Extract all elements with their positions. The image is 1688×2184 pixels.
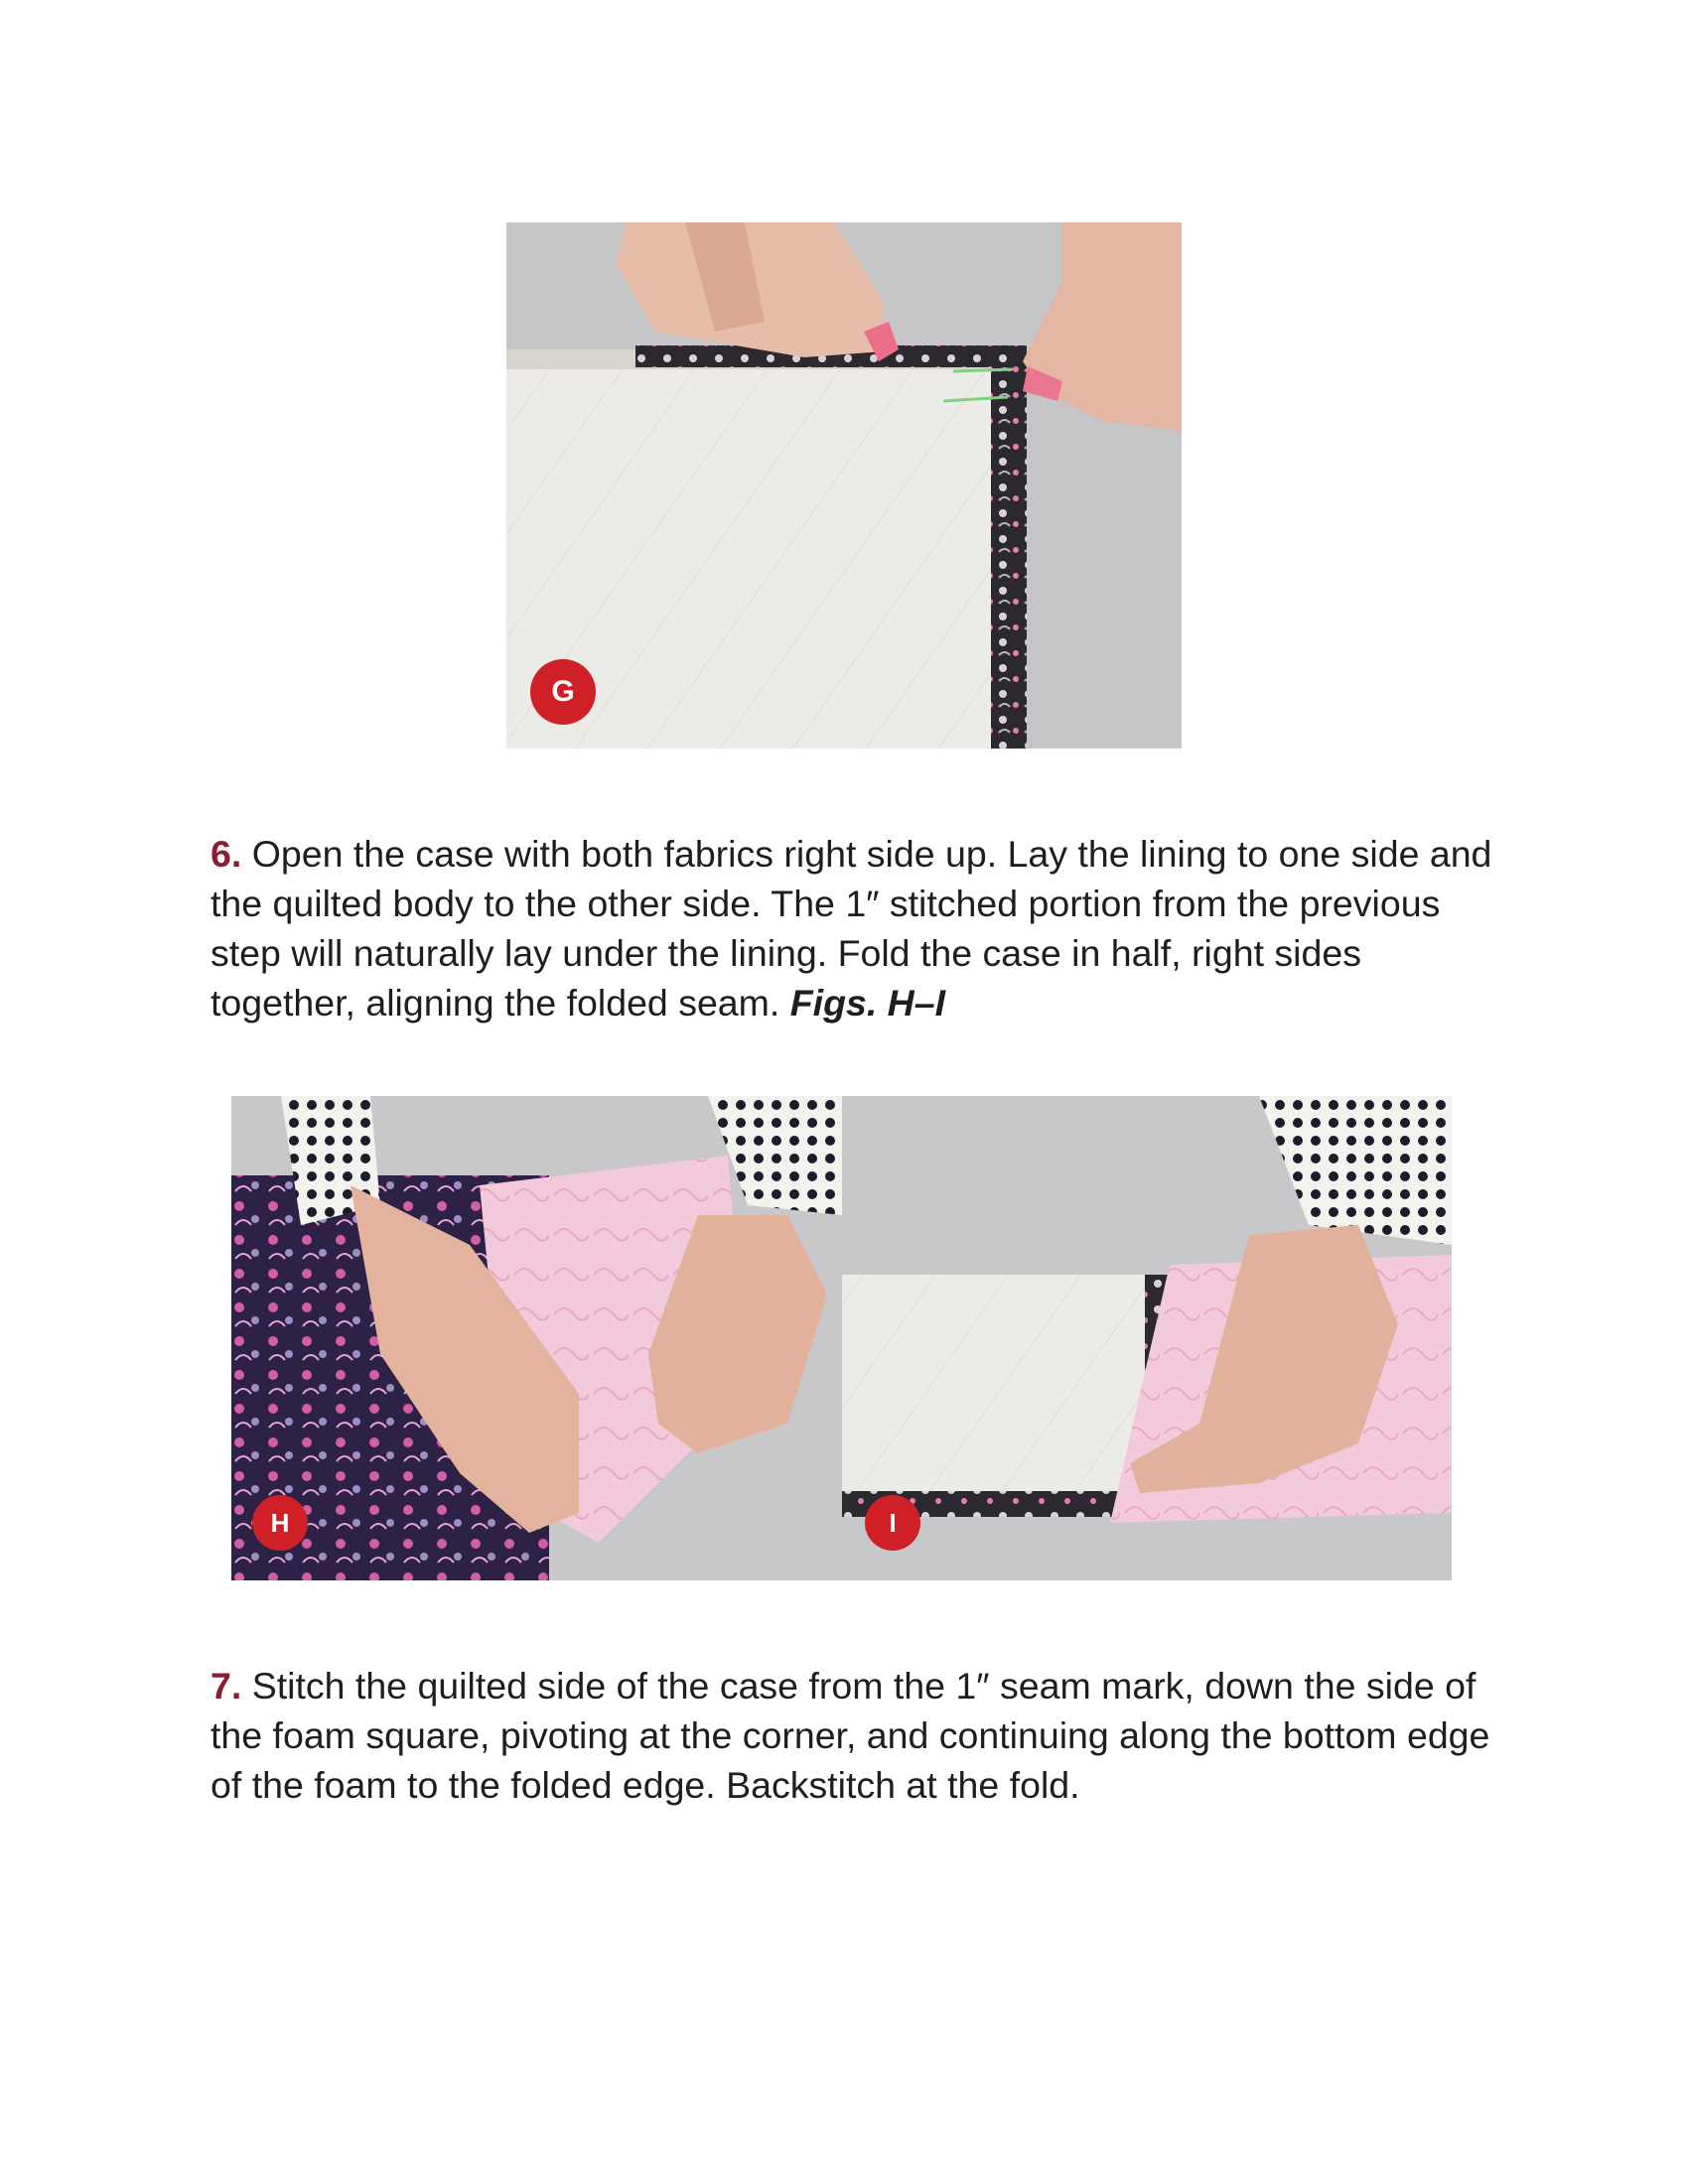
- figure-i-badge: I: [865, 1495, 920, 1551]
- step-6-figure-ref: Figs. H–I: [789, 982, 946, 1024]
- step-7-text: Stitch the quilted side of the case from the 1″ seam mark, down the side of the foam square, pivoting at the corner, and continuing along the bottom edge of the foam to the folded edge. Backstitch at the fold.: [211, 1665, 1490, 1806]
- figure-g-badge: G: [530, 659, 596, 725]
- figure-h-badge: H: [252, 1495, 308, 1551]
- figure-h-photo: [231, 1096, 842, 1580]
- step-7-paragraph: [211, 1661, 1501, 1810]
- step-6-paragraph: [211, 829, 1501, 1027]
- figure-g-photo: [506, 222, 1182, 749]
- step-7-number: 7.: [211, 1665, 242, 1706]
- step-6-text: Open the case with both fabrics right side up. Lay the lining to one side and the quilted body to the other side. The 1″ stitched portion from the previous step will naturally lay under the lining. Fold the case in half, right sides together, aligning the folded seam.: [211, 833, 1492, 1024]
- figure-i-photo: [842, 1096, 1452, 1580]
- step-6-number: 6.: [211, 833, 242, 875]
